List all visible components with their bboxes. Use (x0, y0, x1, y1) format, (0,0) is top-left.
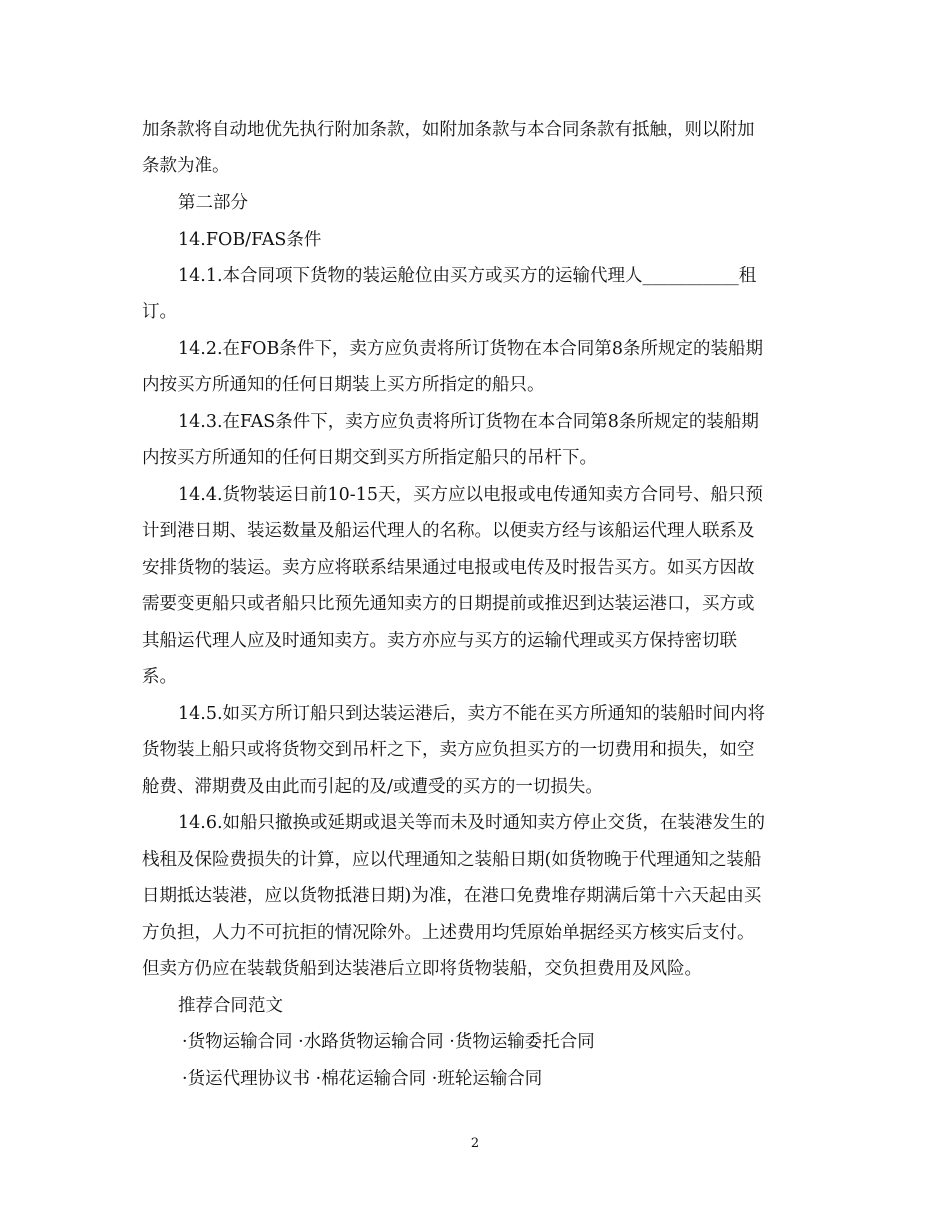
text-line: 14.4.货物装运日前10-15天，买方应以电报或电传通知卖方合同号、船只预 (178, 485, 763, 505)
text-line: 舱费、滞期费及由此而引起的及/或遭受的买方的一切损失。 (142, 777, 603, 797)
recommended-heading: 推荐合同范文 (178, 996, 283, 1016)
text-line: 计到港日期、装运数量及船运代理人的名称。以便卖方经与该船运代理人联系及 (142, 521, 755, 541)
recommended-links-row[interactable]: ·货运代理协议书 ·棉花运输合同 ·班轮运输合同 (182, 1069, 543, 1089)
text-line: 14.3.在FAS条件下，卖方应负责将所订货物在本合同第8条所规定的装船期 (178, 412, 759, 432)
text-line: 但卖方仍应在装载货船到达装港后立即将货物装船，交负担费用及风险。 (142, 959, 702, 979)
text-line: 安排货物的装运。卖方应将联系结果通过电报或电传及时报告买方。如买方因故 (142, 558, 755, 578)
text-line: 条款为准。 (142, 156, 230, 176)
text-line: 日期抵达装港，应以货物抵港日期)为准，在港口免费堆存期满后第十六天起由买 (142, 886, 762, 906)
text-line: 内按买方所通知的任何日期装上买方所指定的船只。 (142, 375, 545, 395)
text-line: 货物装上船只或将货物交到吊杆之下，卖方应负担买方的一切费用和损失，如空 (142, 740, 755, 760)
text-line: 需要变更船只或者船只比预先通知卖方的日期提前或推迟到达装运港口，买方或 (142, 594, 755, 614)
text-line: 其船运代理人应及时通知卖方。卖方亦应与买方的运输代理或买方保持密切联 (142, 631, 737, 651)
clause-heading: 14.FOB/FAS条件 (178, 230, 322, 250)
recommended-links-row[interactable]: ·货物运输合同 ·水路货物运输合同 ·货物运输委托合同 (182, 1032, 595, 1052)
text-line: 14.5.如买方所订船只到达装运港后，卖方不能在买方所通知的装船时间内将 (178, 704, 766, 724)
text-line: 订。 (142, 302, 177, 322)
text-line: 栈租及保险费损失的计算，应以代理通知之装船日期(如货物晚于代理通知之装船 (142, 850, 762, 870)
section-heading: 第二部分 (178, 193, 248, 213)
page-number: 2 (470, 1136, 480, 1151)
text-line: 方负担，人力不可抗拒的情况除外。上述费用均凭原始单据经买方核实后支付。 (142, 923, 755, 943)
text-line: 14.1.本合同项下货物的装运舱位由买方或买方的运输代理人___________租 (178, 266, 757, 286)
text-line: 14.6.如船只撤换或延期或退关等而未及时通知卖方停止交货，在装港发生的 (178, 813, 766, 833)
text-line: 14.2.在FOB条件下，卖方应负责将所订货物在本合同第8条所规定的装船期 (178, 339, 764, 359)
text-line: 加条款将自动地优先执行附加条款，如附加条款与本合同条款有抵触，则以附加 (142, 120, 755, 140)
text-line: 内按买方所通知的任何日期交到买方所指定船只的吊杆下。 (142, 448, 597, 468)
text-line: 系。 (142, 667, 177, 687)
